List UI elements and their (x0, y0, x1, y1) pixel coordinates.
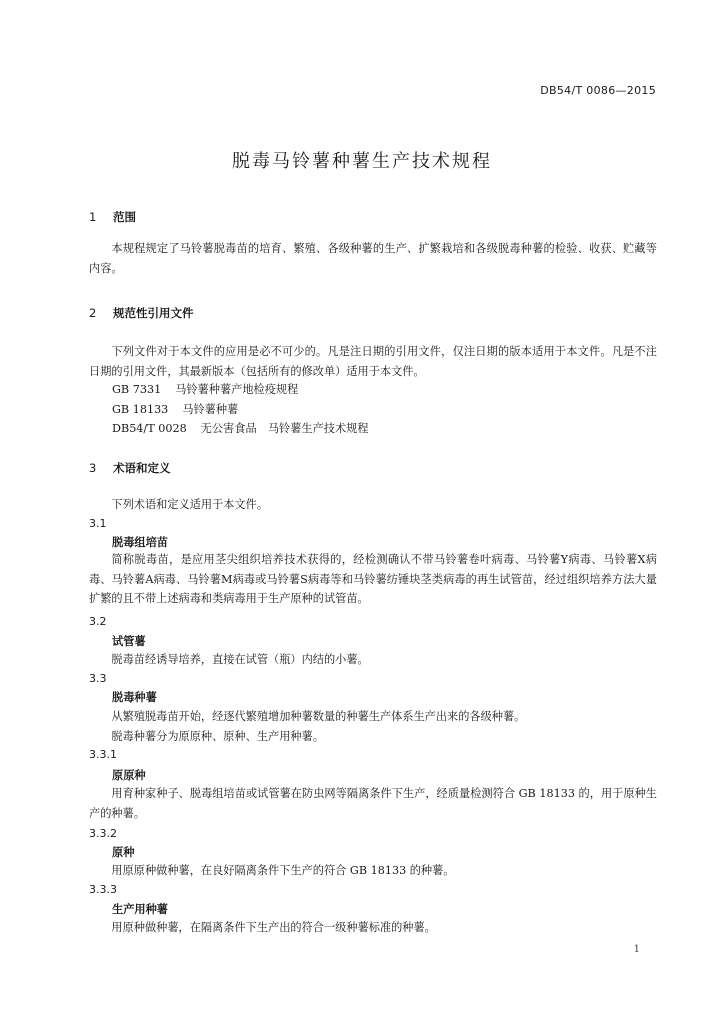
clause-number: 3.1 (89, 517, 107, 530)
section-1-heading (89, 209, 136, 225)
section-3-heading (89, 460, 171, 476)
section-2-heading (89, 305, 194, 321)
section-title: 术语和定义 (113, 461, 171, 475)
section-2-text: 下列文件对于本文件的应用是必不可少的。凡是注日期的引用文件，仅注日期的版本适用于本文件。凡是不注日期的引用文件，其最新版本（包括所有的修改单）适用于本文件。 (89, 345, 657, 378)
reference-code: GB 18133 (112, 403, 169, 416)
section-number: 2 (89, 306, 97, 320)
document-title: 脱毒马铃薯种薯生产技术规程 (232, 151, 492, 172)
section-title: 范围 (113, 210, 137, 224)
clause-number: 3.2 (89, 615, 107, 628)
clause-number: 3.3.1 (89, 748, 117, 761)
term-name: 脱毒组培苗 (112, 536, 168, 549)
reference-name: 马铃薯种薯产地检疫规程 (175, 383, 299, 396)
page-number: 1 (633, 944, 640, 955)
reference-name: 马铃薯种薯 (182, 403, 239, 416)
section-3-text: 下列术语和定义适用于本文件。 (111, 498, 269, 511)
document-code: DB54/T 0086—2015 (540, 84, 656, 97)
reference-item (112, 401, 238, 417)
section-title: 规范性引用文件 (113, 306, 194, 320)
term-name: 原种 (112, 846, 135, 859)
clause-number: 3.3.3 (89, 883, 117, 896)
term-definition: 脱毒苗经诱导培养，直接在试管（瓶）内结的小薯。 (111, 653, 369, 666)
term-definition: 用育种家种子、脱毒组培苗或试管薯在防虫网等隔离条件下生产，经质量检测符合 GB 18133 的，用于原种生产的种薯。 (89, 787, 657, 820)
section-number: 3 (89, 461, 97, 475)
term-name: 原原种 (112, 769, 146, 782)
term-definition: 简称脱毒苗，是应用茎尖组织培养技术获得的，经检测确认不带马铃薯卷叶病毒、马铃薯Y病毒、马铃薯X病毒、马铃薯A病毒、马铃薯M病毒或马铃薯S病毒等和马铃薯纺锤块茎类病毒的再生试管苗，经过组织培养方法大量扩繁的且不带上述病毒和类病毒用于生产原种的试管苗。 (89, 553, 657, 605)
term-name: 试管薯 (112, 635, 146, 648)
clause-number: 3.3 (89, 672, 107, 685)
term-note: 脱毒种薯分为原原种、原种、生产用种薯。 (111, 730, 324, 743)
section-number: 1 (89, 210, 97, 224)
term-definition: 从繁殖脱毒苗开始，经逐代繁殖增加种薯数量的种薯生产体系生产出来的各级种薯。 (111, 710, 526, 723)
clause-number: 3.3.2 (89, 827, 117, 840)
reference-item (112, 381, 298, 397)
reference-item (112, 420, 369, 436)
term-name: 脱毒种薯 (112, 691, 157, 704)
term-definition: 用原种做种薯，在隔离条件下生产出的符合一级种薯标准的种薯。 (111, 921, 436, 934)
reference-code: GB 7331 (112, 383, 162, 396)
reference-name: 无公害食品 马铃薯生产技术规程 (200, 422, 369, 435)
term-name: 生产用种薯 (112, 903, 168, 916)
section-1-text: 本规程规定了马铃薯脱毒苗的培育、繁殖、各级种薯的生产、扩繁栽培和各级脱毒种薯的检验、收获、贮藏等内容。 (89, 242, 657, 275)
reference-code: DB54/T 0028 (112, 422, 187, 435)
term-definition: 用原原种做种薯，在良好隔离条件下生产的符合 GB 18133 的种薯。 (111, 864, 455, 877)
